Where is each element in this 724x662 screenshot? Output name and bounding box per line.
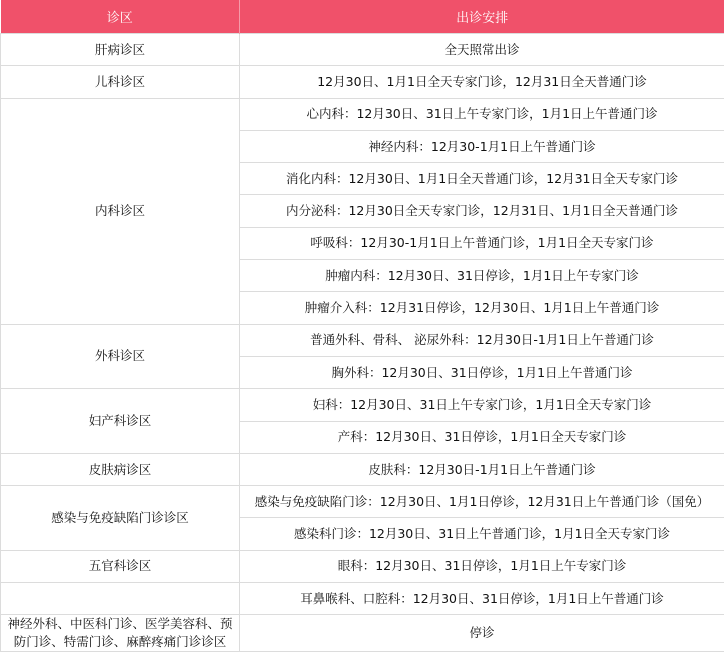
schedule-cell: 感染科门诊：12月30日、31日上午普通门诊，1月1日全天专家门诊 [240, 518, 724, 550]
dept-cell: 五官科诊区 [1, 550, 240, 582]
table-row [1, 389, 724, 421]
dept-cell: 感染与免疫缺陷门诊诊区 [1, 486, 240, 551]
dept-cell: 儿科诊区 [1, 66, 240, 98]
table-row [1, 583, 724, 615]
schedule-cell: 心内科：12月30日、31日上午专家门诊，1月1日上午普通门诊 [240, 98, 724, 130]
schedule-cell: 感染与免疫缺陷门诊：12月30日、1月1日停诊，12月31日上午普通门诊（国免） [240, 486, 724, 518]
table-header-row [1, 0, 724, 34]
schedule-cell: 皮肤科：12月30日-1月1日上午普通门诊 [240, 453, 724, 485]
table-row [1, 615, 724, 652]
header-schedule: 出诊安排 [240, 0, 724, 34]
table-row [1, 98, 724, 130]
schedule-cell: 内分泌科：12月30日全天专家门诊，12月31日、1月1日全天普通门诊 [240, 195, 724, 227]
schedule-cell: 肿瘤内科：12月30日、31日停诊，1月1日上午专家门诊 [240, 260, 724, 292]
schedule-cell: 眼科：12月30日、31日停诊，1月1日上午专家门诊 [240, 550, 724, 582]
schedule-cell: 神经内科：12月30-1月1日上午普通门诊 [240, 130, 724, 162]
header-zone: 诊区 [1, 0, 240, 34]
schedule-cell: 消化内科：12月30日、1月1日全天普通门诊，12月31日全天专家门诊 [240, 163, 724, 195]
dept-cell: 神经外科、中医科门诊、医学美容科、预防门诊、特需门诊、麻醉疼痛门诊诊区 [1, 615, 240, 652]
schedule-cell: 呼吸科：12月30-1月1日上午普通门诊，1月1日全天专家门诊 [240, 227, 724, 259]
schedule-cell: 普通外科、骨科、 泌尿外科：12月30日-1月1日上午普通门诊 [240, 324, 724, 356]
dept-cell: 内科诊区 [1, 98, 240, 324]
schedule-cell: 肿瘤介入科：12月31日停诊，12月30日、1月1日上午普通门诊 [240, 292, 724, 324]
schedule-cell: 停诊 [240, 615, 724, 652]
schedule-cell: 产科：12月30日、31日停诊，1月1日全天专家门诊 [240, 421, 724, 453]
table-row [1, 324, 724, 356]
schedule-cell: 耳鼻喉科、口腔科：12月30日、31日停诊，1月1日上午普通门诊 [240, 583, 724, 615]
dept-cell: 皮肤病诊区 [1, 453, 240, 485]
dept-cell: 肝病诊区 [1, 34, 240, 66]
table-row [1, 66, 724, 98]
dept-cell-empty [1, 583, 240, 615]
schedule-cell: 妇科：12月30日、31日上午专家门诊，1月1日全天专家门诊 [240, 389, 724, 421]
schedule-cell: 胸外科：12月30日、31日停诊，1月1日上午普通门诊 [240, 356, 724, 388]
table-row [1, 550, 724, 582]
dept-cell: 妇产科诊区 [1, 389, 240, 454]
dept-cell: 外科诊区 [1, 324, 240, 389]
schedule-cell: 全天照常出诊 [240, 34, 724, 66]
table-row [1, 453, 724, 485]
schedule-cell: 12月30日、1月1日全天专家门诊，12月31日全天普通门诊 [240, 66, 724, 98]
table-row [1, 34, 724, 66]
table-row [1, 486, 724, 518]
